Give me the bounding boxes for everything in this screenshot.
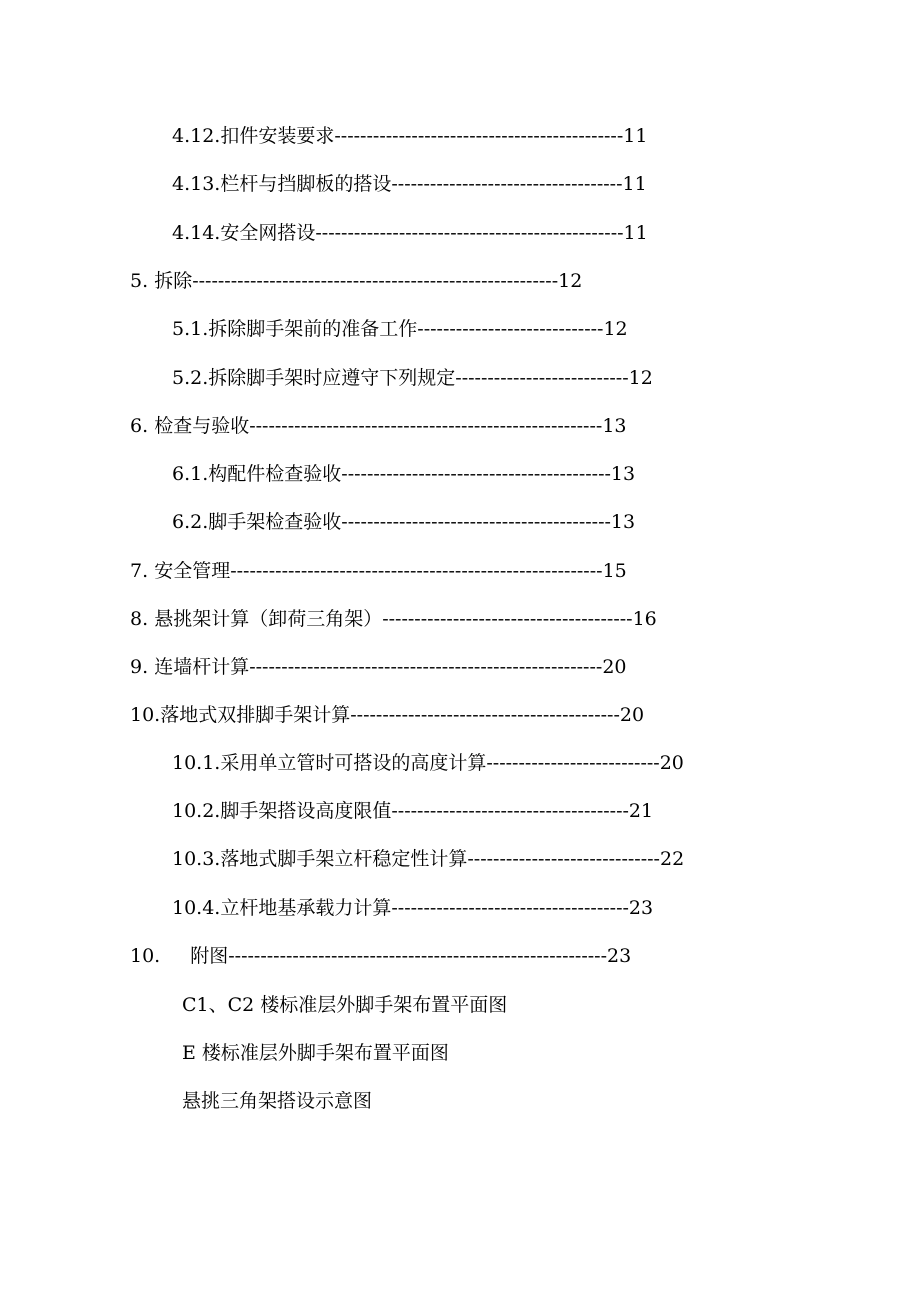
toc-entry-page: 12 <box>628 367 653 389</box>
toc-entry-page: 20 <box>659 752 684 774</box>
toc-entry-number: 4.12. <box>172 125 221 147</box>
toc-entry-page: 20 <box>619 704 645 726</box>
appendix-item-title: 悬挑三角架搭设示意图 <box>182 1090 373 1112</box>
toc-entry-number: 10.2. <box>172 800 221 822</box>
toc-entry <box>172 172 647 196</box>
toc-entry-number: 6. <box>130 415 149 437</box>
toc-entry <box>172 366 653 390</box>
toc-entry-title: 拆除脚手架时应遵守下列规定 <box>208 367 456 389</box>
toc-entry-leader: --------------------------------------------------------- <box>192 270 559 292</box>
toc-entry-number: 8. <box>130 608 149 630</box>
toc-entry-page: 11 <box>622 173 647 195</box>
toc-entry-title: 安全管理 <box>154 560 231 582</box>
toc-entry-number: 4.13. <box>172 173 221 195</box>
toc-entry-leader: ------------------------------------------ <box>350 704 620 726</box>
toc-entry-page: 23 <box>628 897 654 919</box>
appendix-item <box>182 1089 372 1113</box>
toc-entry-number: 10.3. <box>172 848 221 870</box>
toc-entry-number: 10. <box>130 945 161 967</box>
toc-entry-leader: ------------------------------ <box>467 848 660 870</box>
toc-entry-leader: ------------------------------------------ <box>341 463 611 485</box>
appendix-item <box>182 1041 449 1065</box>
toc-entry-leader: --------------------------------------- <box>382 608 633 630</box>
toc-entry-title: 构配件检查验收 <box>208 463 342 485</box>
toc-entry-page: 15 <box>602 560 627 582</box>
toc-entry-number: 5. <box>130 270 149 292</box>
toc-entry-leader: ------------------------------------------------ <box>315 222 624 244</box>
toc-entry-page: 21 <box>628 800 654 822</box>
toc-entry-title: 落地式脚手架立杆稳定性计算 <box>220 848 468 870</box>
toc-entry-number: 4.14. <box>172 222 221 244</box>
toc-entry-leader: ----------------------------------------------------------- <box>228 945 608 967</box>
toc-entry <box>172 462 635 486</box>
toc-entry-leader: --------------------------- <box>486 752 660 774</box>
toc-entry-title: 采用单立管时可搭设的高度计算 <box>220 752 487 774</box>
toc-entry-page: 20 <box>602 656 627 678</box>
toc-entry-leader: ------------------------------------------------------- <box>249 656 603 678</box>
toc-entry <box>172 847 684 871</box>
toc-entry-page: 16 <box>632 608 657 630</box>
toc-entry-number: 5.1. <box>172 318 209 340</box>
appendix-item <box>182 993 507 1017</box>
toc-entry-title: 检查与验收 <box>154 415 250 437</box>
toc-entry <box>130 269 582 293</box>
toc-entry-number: 10. <box>130 704 161 726</box>
toc-entry-title: 连墙杆计算 <box>154 656 250 678</box>
toc-entry <box>172 221 648 245</box>
appendix-item-title: C1、C2 楼标准层外脚手架布置平面图 <box>182 994 508 1016</box>
toc-entry-number: 7. <box>130 560 149 582</box>
toc-entry <box>130 607 657 631</box>
toc-entry-page: 13 <box>602 415 627 437</box>
toc-entry-leader: ------------------------------------ <box>391 173 623 195</box>
toc-entry-leader: ---------------------------------------------------------- <box>230 560 603 582</box>
toc-entry <box>172 510 635 534</box>
toc-entry-page: 23 <box>607 945 632 967</box>
toc-entry <box>130 655 627 679</box>
toc-entry-title: 脚手架搭设高度限值 <box>220 800 392 822</box>
toc-entry-title: 栏杆与挡脚板的搭设 <box>220 173 392 195</box>
toc-entry <box>172 751 684 775</box>
toc-entry-title: 立杆地基承载力计算 <box>220 897 392 919</box>
toc-entry <box>130 559 627 583</box>
toc-entry-title: 拆除 <box>154 270 193 292</box>
toc-entry-number: 5.2. <box>172 367 209 389</box>
toc-entry-page: 12 <box>603 318 628 340</box>
toc-entry-leader: ----------------------------- <box>417 318 604 340</box>
toc-entry-leader: --------------------------- <box>455 367 629 389</box>
toc-entry <box>172 896 653 920</box>
toc-entry <box>172 799 653 823</box>
toc-entry <box>130 414 627 438</box>
toc-entry-leader: ------------------------------------- <box>391 800 629 822</box>
toc-entry <box>130 703 644 727</box>
toc-entry-leader: ------------------------------------- <box>391 897 629 919</box>
toc-entry <box>130 944 631 968</box>
toc-entry-title: 悬挑架计算（卸荷三角架） <box>154 608 383 630</box>
appendix-item-title: E 楼标准层外脚手架布置平面图 <box>182 1042 449 1064</box>
toc-entry-number: 9. <box>130 656 149 678</box>
toc-entry-number: 6.1. <box>172 463 209 485</box>
toc-entry-title: 附图 <box>190 945 229 967</box>
toc-entry-page: 13 <box>610 463 636 485</box>
toc-entry-title: 拆除脚手架前的准备工作 <box>208 318 418 340</box>
toc-entry-title: 安全网搭设 <box>220 222 316 244</box>
toc-entry-title: 脚手架检查验收 <box>208 511 342 533</box>
toc-entry-page: 12 <box>558 270 583 292</box>
toc-entry-page: 11 <box>623 222 648 244</box>
toc-entry-number: 10.1. <box>172 752 221 774</box>
toc-entry <box>172 124 647 148</box>
toc-entry-leader: ------------------------------------------------------- <box>249 415 603 437</box>
toc-entry-number: 10.4. <box>172 897 221 919</box>
toc-entry-number: 6.2. <box>172 511 209 533</box>
toc-entry-title: 落地式双排脚手架计算 <box>160 704 351 726</box>
toc-entry-title: 扣件安装要求 <box>220 125 335 147</box>
toc-entry-page: 13 <box>610 511 636 533</box>
toc-entry <box>172 317 628 341</box>
toc-entry-leader: --------------------------------------------- <box>334 125 624 147</box>
toc-entry-page: 22 <box>659 848 685 870</box>
toc-entry-leader: ------------------------------------------ <box>341 511 611 533</box>
toc-entry-page: 11 <box>623 125 648 147</box>
